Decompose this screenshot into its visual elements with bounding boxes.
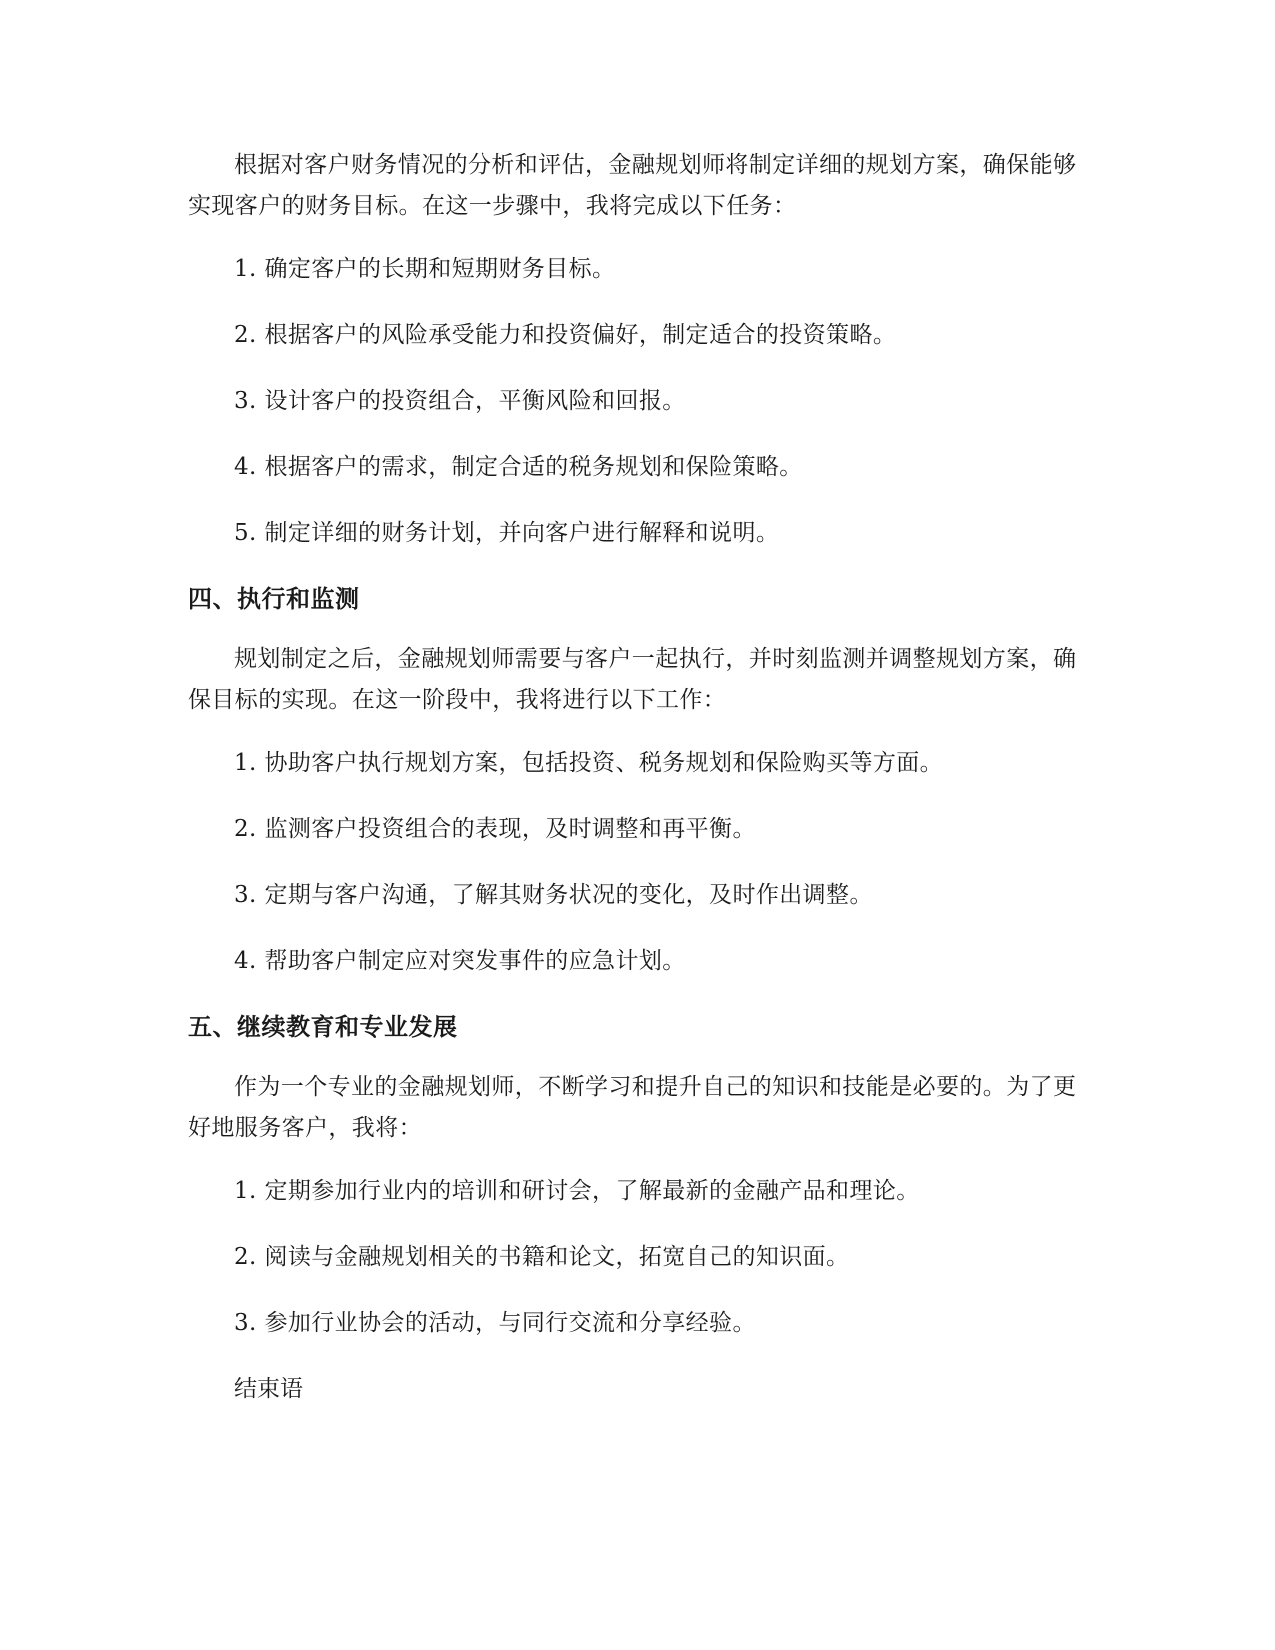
closing-title: 结束语 bbox=[234, 1376, 303, 1402]
list-item: 4. 帮助客户制定应对突发事件的应急计划。 bbox=[234, 948, 686, 974]
document-body bbox=[188, 145, 1088, 1410]
list-item: 2. 根据客户的风险承受能力和投资偏好，制定适合的投资策略。 bbox=[234, 322, 897, 348]
list-item: 1. 协助客户执行规划方案，包括投资、税务规划和保险购买等方面。 bbox=[234, 750, 944, 776]
list-item: 1. 确定客户的长期和短期财务目标。 bbox=[234, 256, 616, 282]
list-item: 1. 定期参加行业内的培训和研讨会，了解最新的金融产品和理论。 bbox=[234, 1178, 920, 1204]
list-item: 2. 阅读与金融规划相关的书籍和论文，拓宽自己的知识面。 bbox=[234, 1244, 850, 1270]
list-item: 3. 设计客户的投资组合，平衡风险和回报。 bbox=[234, 388, 686, 414]
list-item: 4. 根据客户的需求，制定合适的税务规划和保险策略。 bbox=[234, 454, 803, 480]
list-item: 3. 定期与客户沟通，了解其财务状况的变化，及时作出调整。 bbox=[234, 882, 873, 908]
section3-intro-paragraph: 根据对客户财务情况的分析和评估，金融规划师将制定详细的规划方案，确保能够实现客户的财务目标。在这一步骤中，我将完成以下任务： bbox=[188, 152, 1077, 219]
list-item: 2. 监测客户投资组合的表现，及时调整和再平衡。 bbox=[234, 816, 756, 842]
section5-intro-paragraph: 作为一个专业的金融规划师，不断学习和提升自己的知识和技能是必要的。为了更好地服务客户，我将： bbox=[188, 1074, 1077, 1141]
section4-intro-paragraph: 规划制定之后，金融规划师需要与客户一起执行，并时刻监测并调整规划方案，确保目标的实现。在这一阶段中，我将进行以下工作： bbox=[188, 646, 1077, 713]
list-item: 3. 参加行业协会的活动，与同行交流和分享经验。 bbox=[234, 1310, 756, 1336]
section5-heading: 五、继续教育和专业发展 bbox=[188, 1013, 458, 1041]
list-item: 5. 制定详细的财务计划，并向客户进行解释和说明。 bbox=[234, 520, 780, 546]
section4-heading: 四、执行和监测 bbox=[188, 585, 360, 613]
